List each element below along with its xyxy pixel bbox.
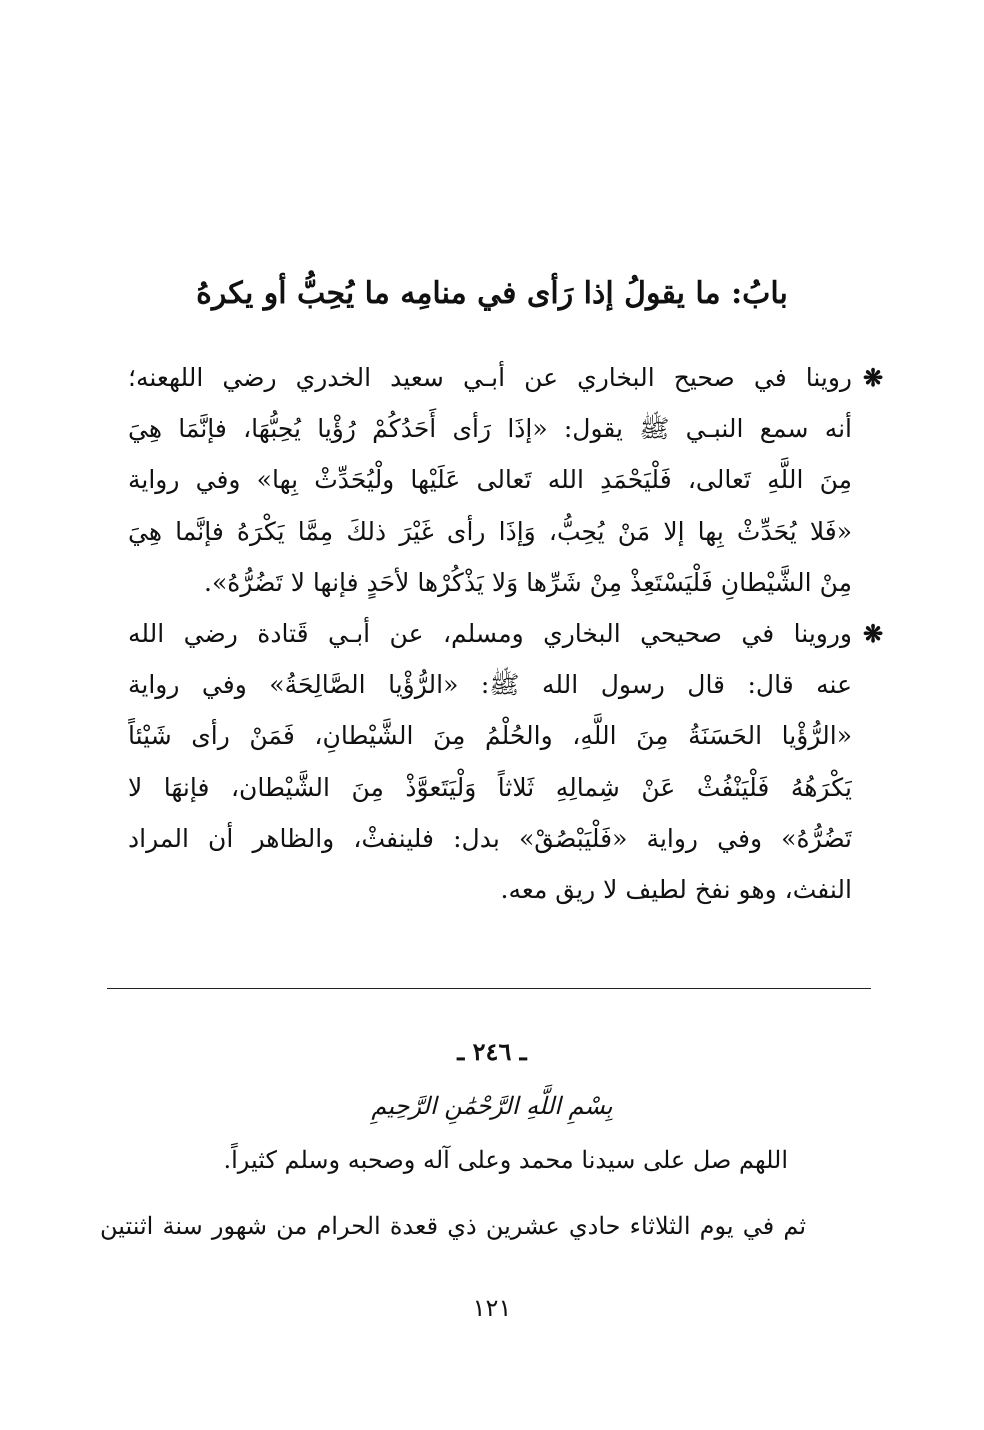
text-line: وروينا في صحيحي البخاري ومسلم، عن أبـي قَتادة رضي الله bbox=[128, 619, 852, 649]
basmala: بِسْمِ اللَّهِ الرَّحْمَٰنِ الرَّحِيمِ bbox=[371, 1092, 613, 1120]
text-line: النفث، وهو نفخ لطيف لا ريق معه. bbox=[500, 875, 852, 905]
footer-divider bbox=[107, 988, 871, 989]
text-line: أنه سمع النبـي ﷺ يقول: «إذَا رَأى أَحَدُكُمْ رُؤْيا يُحِبُّهَا، فإنَّمَا هِيَ bbox=[128, 414, 852, 444]
text-line: مِنْ الشَّيْطانِ فَلْيَسْتَعِذْ مِنْ شَرِّها وَلا يَذْكُرْها لأحَدٍ فإنها لا تَضُرُّهُ». bbox=[204, 567, 852, 597]
text-line: مِنَ اللَّهِ تَعالى، فَلْيَحْمَدِ الله تَعالى عَلَيْها ولْيُحَدِّثْ بِها» وفي رواية bbox=[128, 465, 852, 495]
chapter-title: بابُ: ما يقولُ إذا رَأى في منامِه ما يُحِبُّ أو يكرهُ bbox=[196, 276, 788, 311]
manuscript-line: اللهم صل على سيدنا محمد وعلى آله وصحبه وسلم كثيراً. bbox=[223, 1146, 788, 1174]
paragraph-2 bbox=[128, 608, 888, 915]
text-line: روينا في صحيح البخاري عن أبـي سعيد الخدري رضي اللهعنه؛ bbox=[128, 363, 852, 392]
bullet-icon: ❋ bbox=[862, 619, 884, 649]
manuscript-page-number: ١٢١ bbox=[472, 1294, 512, 1322]
text-line: «فَلا يُحَدِّثْ بِها إلا مَنْ يُحِبُّ، وَإذَا رأى غَيْرَ ذلكَ مِمَّا يَكْرَهُ فإنَّما هِيَ bbox=[128, 516, 852, 546]
text-line: يَكْرَهُهُ فَلْيَنْفُثْ عَنْ شِمالِهِ ثَلاثاً وَلْيَتَعوَّذْ مِنَ الشَّيْطان، فإنهَا لا bbox=[128, 772, 852, 802]
body-text bbox=[128, 352, 888, 915]
text-line: «الرُّؤْيا الحَسَنَةُ مِنَ اللَّهِ، والحُلْمُ مِنَ الشَّيْطانِ، فَمَنْ رأى شَيْئاً bbox=[128, 721, 852, 751]
text-line: عنه قال: قال رسول الله ﷺ: «الرُّؤْيا الصَّالِحَةُ» وفي رواية bbox=[128, 670, 852, 700]
manuscript-line: ثم في يوم الثلاثاء حادي عشرين ذي قعدة الحرام من شهور سنة اثنتين bbox=[100, 1212, 806, 1240]
bullet-icon: ❋ bbox=[862, 363, 884, 392]
page-number: ـ ٢٤٦ ـ bbox=[457, 1037, 527, 1066]
paragraph-1 bbox=[128, 352, 888, 608]
text-line: تَضُرُّهُ» وفي رواية «فَلْيَبْصُقْ» بدل: فلينفثْ، والظاهر أن المراد bbox=[128, 823, 852, 853]
